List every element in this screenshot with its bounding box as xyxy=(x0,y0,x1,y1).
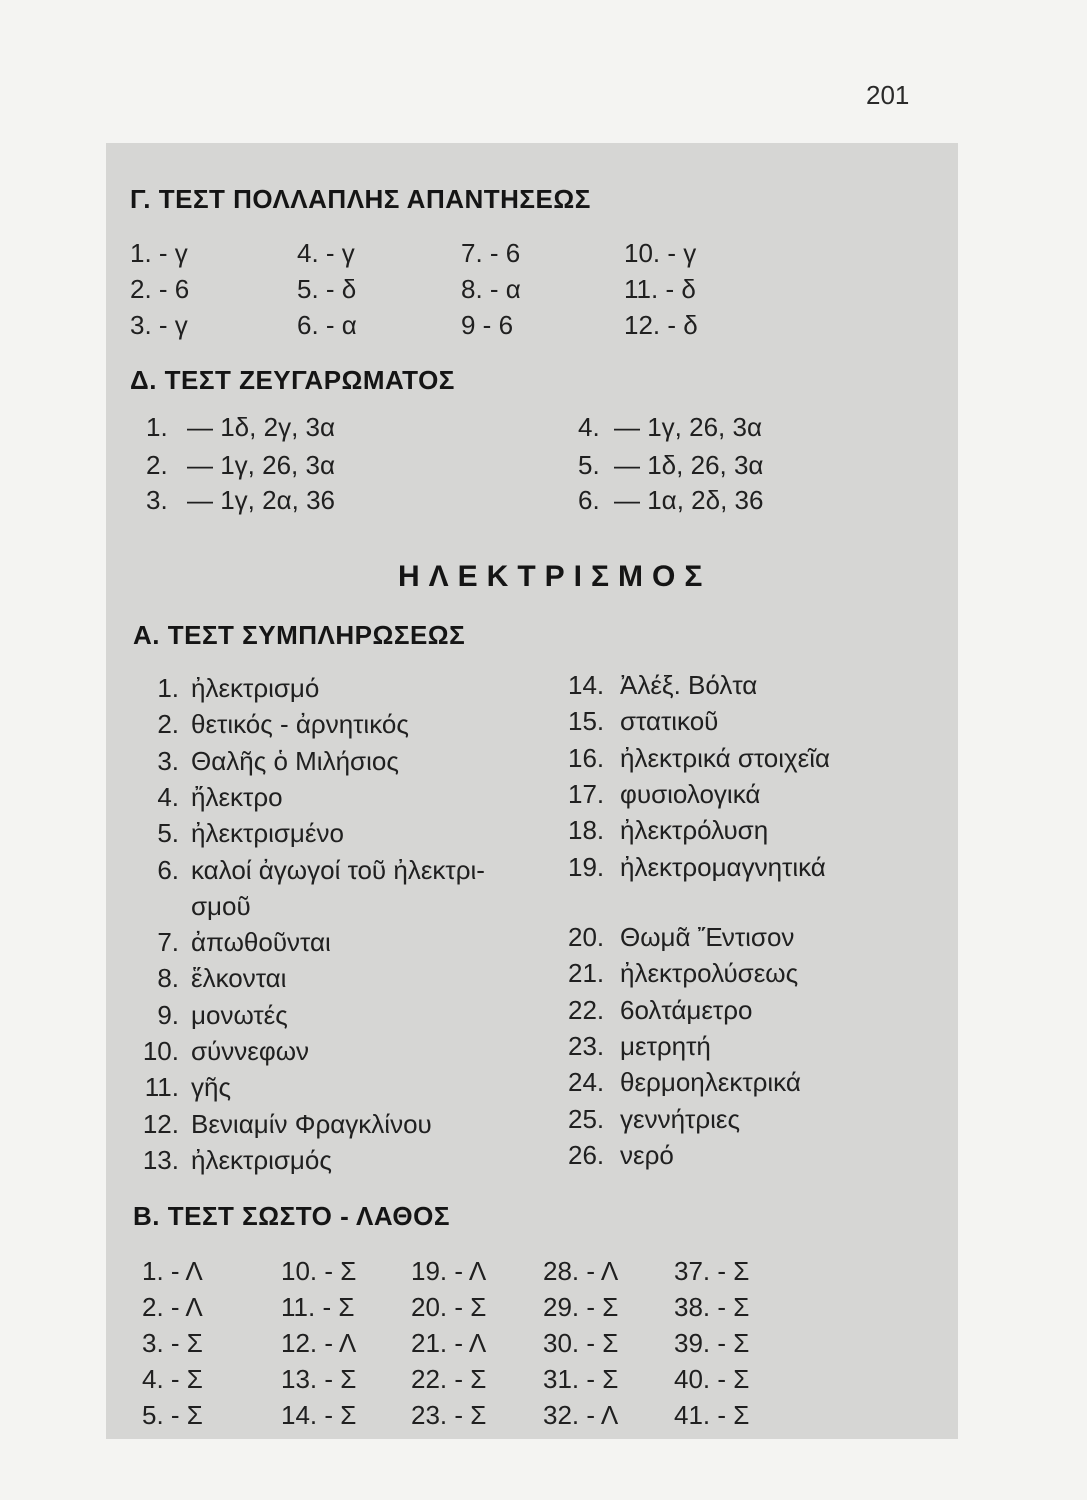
answer-b-0-2: 3. - Σ xyxy=(142,1328,203,1358)
fill-text-right-bottom-0: Θωμᾶ Ἔντισον xyxy=(620,922,795,952)
fill-text-left-10: σύννεφων xyxy=(191,1036,310,1066)
answer-g-1-2: 6. - α xyxy=(297,310,357,340)
fill-text-left-3: ἤλεκτρο xyxy=(191,781,283,812)
fill-num-left-0: 1. xyxy=(157,673,179,703)
fill-text-right-bottom-3: μετρητή xyxy=(620,1030,711,1061)
pair-text-right-0: — 1γ, 26, 3α xyxy=(614,412,762,442)
fill-text-left-0: ἠλεκτρισμό xyxy=(191,673,320,703)
fill-num-right-bottom-0: 20. xyxy=(568,922,605,952)
fill-text-left-8: ἕλκονται xyxy=(191,963,287,994)
answer-b-1-0: 10. - Σ xyxy=(281,1256,357,1286)
fill-num-left-7: 7. xyxy=(157,927,179,958)
answer-b-4-4: 41. - Σ xyxy=(674,1400,750,1430)
answer-g-3-2: 12. - δ xyxy=(624,310,698,340)
fill-num-left-8: 8. xyxy=(157,963,179,994)
section-d-title: Δ. ΤΕΣΤ ΖΕΥΓΑΡΩΜΑΤΟΣ xyxy=(130,365,455,395)
answer-b-0-0: 1. - Λ xyxy=(142,1256,203,1286)
fill-text-right-top-2: ἠλεκτρικά στοιχεῖα xyxy=(620,742,831,773)
answer-b-0-1: 2. - Λ xyxy=(142,1292,203,1322)
answer-g-3-0: 10. - γ xyxy=(624,238,697,268)
fill-text-left-5: καλοί ἀγωγοί τοῦ ἠλεκτρι- xyxy=(191,854,485,885)
pair-num-left-2: 3. xyxy=(146,485,168,515)
answer-b-3-1: 29. - Σ xyxy=(543,1292,619,1322)
fill-num-left-11: 11. xyxy=(144,1072,179,1103)
fill-text-left-2: Θαλῆς ὁ Μιλήσιος xyxy=(191,745,399,776)
answer-b-3-0: 28. - Λ xyxy=(543,1256,619,1286)
answer-g-1-1: 5. - δ xyxy=(297,274,357,304)
answer-g-0-1: 2. - 6 xyxy=(130,274,190,304)
fill-text-left-12: Βενιαμίν Φραγκλίνου xyxy=(191,1108,432,1139)
answer-b-4-0: 37. - Σ xyxy=(674,1256,750,1286)
fill-num-left-1: 2. xyxy=(157,709,179,740)
section-b-title: Β. ΤΕΣΤ ΣΩΣΤΟ - ΛΑΘΟΣ xyxy=(133,1201,450,1231)
answer-b-3-4: 32. - Λ xyxy=(543,1400,619,1430)
pair-num-right-2: 6. xyxy=(578,485,600,515)
fill-text-right-top-0: Ἀλέξ. Βόλτα xyxy=(620,670,758,700)
answer-b-1-4: 14. - Σ xyxy=(281,1400,357,1430)
answer-b-2-0: 19. - Λ xyxy=(411,1256,487,1286)
pair-text-left-0: — 1δ, 2γ, 3α xyxy=(187,412,336,442)
fill-text-left-6: σμοῦ xyxy=(191,890,251,921)
answer-b-2-4: 23. - Σ xyxy=(411,1400,487,1430)
answer-b-4-3: 40. - Σ xyxy=(674,1364,750,1394)
fill-text-right-top-3: φυσιολογικά xyxy=(620,778,761,809)
answer-b-0-4: 5. - Σ xyxy=(142,1400,203,1430)
fill-num-left-4: 5. xyxy=(157,818,179,849)
fill-num-right-top-3: 17. xyxy=(568,778,605,809)
fill-text-right-bottom-4: θερμοηλεκτρικά xyxy=(620,1067,801,1098)
fill-num-right-bottom-2: 22. xyxy=(568,994,605,1025)
fill-num-left-13: 13. xyxy=(142,1144,179,1175)
pair-num-right-1: 5. xyxy=(578,450,600,480)
fill-text-right-top-4: ἠλεκτρόλυση xyxy=(620,815,769,846)
fill-text-right-bottom-1: ἠλεκτρολύσεως xyxy=(620,958,799,989)
fill-num-right-bottom-5: 25. xyxy=(568,1103,605,1134)
pair-text-right-2: — 1α, 2δ, 36 xyxy=(614,485,764,515)
section-a-title: Α. ΤΕΣΤ ΣΥΜΠΛΗΡΩΣΕΩΣ xyxy=(133,620,466,650)
answer-b-3-2: 30. - Σ xyxy=(543,1328,619,1358)
pair-num-left-0: 1. xyxy=(146,412,168,442)
answer-b-2-2: 21. - Λ xyxy=(411,1328,487,1358)
fill-text-left-13: ἠλεκτρισμός xyxy=(191,1144,332,1175)
answer-g-1-0: 4. - γ xyxy=(297,238,355,268)
fill-num-right-top-0: 14. xyxy=(568,670,605,700)
answer-b-3-3: 31. - Σ xyxy=(543,1364,619,1394)
fill-text-right-bottom-5: γεννήτριες xyxy=(620,1103,741,1134)
fill-text-left-1: θετικός - ἀρνητικός xyxy=(191,709,409,740)
answer-b-0-3: 4. - Σ xyxy=(142,1364,203,1394)
fill-num-left-9: 9. xyxy=(157,999,179,1030)
pair-num-right-0: 4. xyxy=(578,412,600,442)
fill-text-right-top-1: στατικοῦ xyxy=(620,706,719,737)
fill-text-left-7: ἀπωθοῦνται xyxy=(191,927,331,958)
pair-text-right-1: — 1δ, 26, 3α xyxy=(614,450,764,480)
fill-text-right-top-5: ἠλεκτρομαγνητικά xyxy=(620,851,826,882)
fill-num-right-top-5: 19. xyxy=(568,851,605,882)
pair-text-left-2: — 1γ, 2α, 36 xyxy=(187,485,335,515)
answer-b-4-2: 39. - Σ xyxy=(674,1328,750,1358)
fill-num-right-top-1: 15. xyxy=(568,706,605,737)
fill-num-right-bottom-1: 21. xyxy=(568,958,605,989)
section-g-title: Γ. ΤΕΣΤ ΠΟΛΛΑΠΛΗΣ ΑΠΑΝΤΗΣΕΩΣ xyxy=(130,184,591,214)
fill-num-left-12: 12. xyxy=(142,1108,179,1139)
answer-g-3-1: 11. - δ xyxy=(624,274,696,304)
fill-num-right-top-4: 18. xyxy=(568,815,605,846)
fill-num-left-2: 3. xyxy=(157,745,179,776)
answer-g-2-0: 7. - 6 xyxy=(461,238,521,268)
fill-num-left-5: 6. xyxy=(157,854,179,885)
answer-g-0-2: 3. - γ xyxy=(130,310,188,340)
page-number: 201 xyxy=(866,80,910,110)
fill-num-right-bottom-4: 24. xyxy=(568,1067,605,1098)
fill-num-right-top-2: 16. xyxy=(568,742,605,773)
fill-num-left-10: 10. xyxy=(142,1036,179,1066)
fill-text-right-bottom-6: νερό xyxy=(620,1139,674,1170)
fill-num-left-3: 4. xyxy=(157,781,179,812)
answer-b-2-3: 22. - Σ xyxy=(411,1364,487,1394)
answer-b-1-1: 11. - Σ xyxy=(281,1292,355,1322)
fill-num-right-bottom-3: 23. xyxy=(568,1030,605,1061)
fill-text-left-4: ἠλεκτρισμένο xyxy=(191,818,344,849)
fill-num-right-bottom-6: 26. xyxy=(568,1139,605,1170)
pair-num-left-1: 2. xyxy=(146,450,168,480)
fill-text-right-bottom-2: 6ολτάμετρο xyxy=(620,994,753,1025)
answer-g-2-2: 9 - 6 xyxy=(461,310,514,340)
answer-b-4-1: 38. - Σ xyxy=(674,1292,750,1322)
answer-g-0-0: 1. - γ xyxy=(130,238,188,268)
chapter-title: ΗΛΕΚΤΡΙΣΜΟΣ xyxy=(398,560,712,593)
pair-text-left-1: — 1γ, 26, 3α xyxy=(187,450,335,480)
answer-b-2-1: 20. - Σ xyxy=(411,1292,487,1322)
fill-text-left-9: μονωτές xyxy=(191,999,288,1030)
answer-g-2-1: 8. - α xyxy=(461,274,521,304)
answer-b-1-2: 12. - Λ xyxy=(281,1328,357,1358)
fill-text-left-11: γῆς xyxy=(191,1072,231,1103)
answer-b-1-3: 13. - Σ xyxy=(281,1364,357,1394)
